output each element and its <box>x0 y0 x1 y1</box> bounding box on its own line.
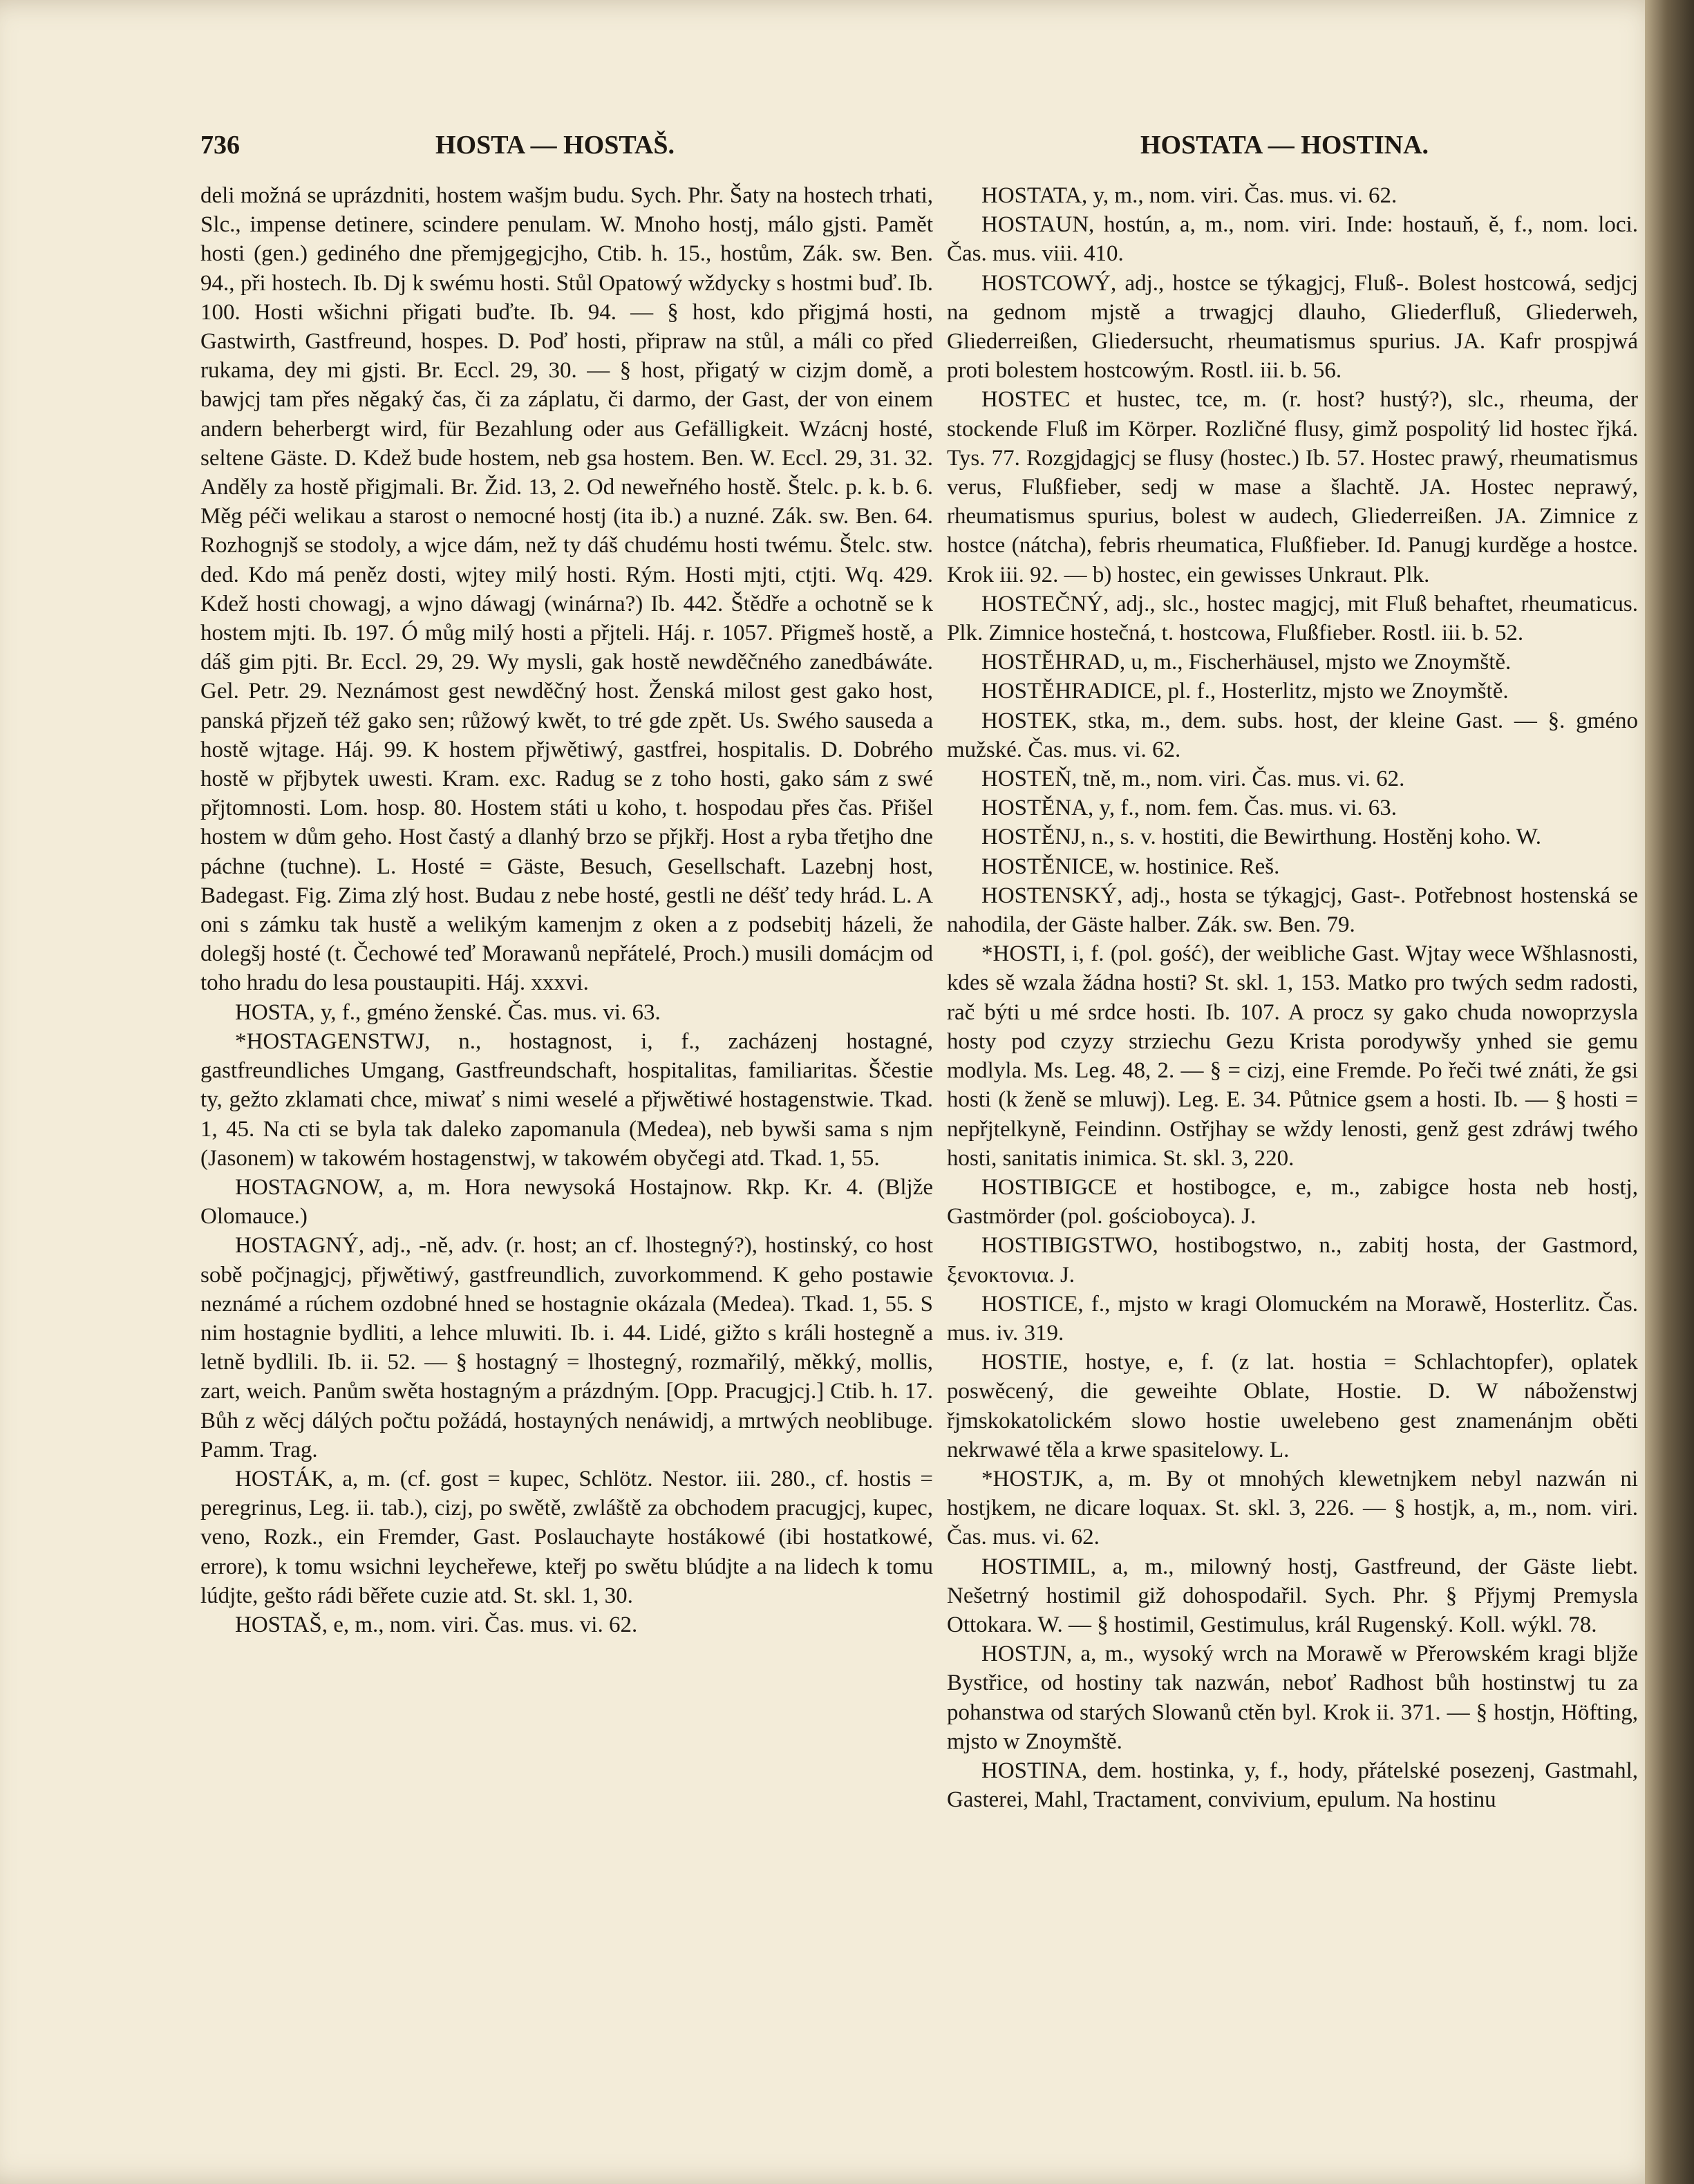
page-number: 736 <box>200 131 240 160</box>
entry-hostek: HOSTEK, stka, m., dem. subs. host, der kleine Gast. — §. gméno mužské. Čas. mus. vi. 62. <box>947 708 1638 762</box>
entry-hostenj: HOSTĚNJ, n., s. v. hostiti, die Bewirthung. Hostěnj koho. W. <box>981 825 1542 850</box>
entry-hostibigce: HOSTIBIGCE et hostibogce, e, m., zabigce hosta neb hostj, Gastmörder (pol. gościoboyca). J. <box>947 1174 1638 1230</box>
entry-hostensky: HOSTENSKÝ, adj., hosta se týkagjcj, Gast-. Potřebnost hostenská se nahodila, der Gäste halber. Zák. sw. Ben. 79. <box>947 883 1638 938</box>
entry-hostecny: HOSTEČNÝ, adj., slc., hostec magjcj, mit Fluß behaftet, rheumaticus. Plk. Zimnice hostečná, t. hostcowa, Flußfieber. Rostl. iii. b. 52. <box>947 591 1638 646</box>
entry-hostagny: HOSTAGNÝ, adj., -ně, adv. (r. host; an cf. lhostegný?), hostinský, co host sobě počjnagjcj, přjwětiwý, gastfreundlich, zuvorkommend. K geho postawie neznámé a rúchem ozdobné hned se hostagnie okázala (Medea). Tkad. 1, 55. S nim hostagnie bydliti, a lehce mluwiti. Ib. i. 44. Lidé, gižto s králi hostegně a letně bydlili. Ib. ii. 52. — § hostagný = lhostegný, rozmařilý, měkký, mollis, zart, weich. Panům swěta hostagným a prázdným. [Opp. Pracugjcj.] Ctib. h. 17. Bůh z wěcj dálých počtu požádá, hostayných nenáwidj, a mrtwých neoblibuge. Pamm. Trag. <box>200 1233 933 1462</box>
left-running-title: HOSTA — HOSTAŠ. <box>435 131 675 160</box>
page-header <box>200 130 1486 171</box>
entry-hostjk: *HOSTJK, a, m. By ot mnohých klewetnjkem nebyl nazwán ni hostjkem, ne dicare loquax. St. skl. 3, 226. — § hostjk, a, m., nom. viri. Čas. mus. vi. 62. <box>947 1466 1638 1550</box>
entry-hostec: HOSTEC et hustec, tce, m. (r. host? hustý?), slc., rheuma, der stockende Fluß im Körper. Rozličné flusy, gimž pospolitý lid hostec řjká. Tys. 77. Rozgjdagjcj se flusy (hostec.) Ib. 57. Hostec prawý, rheumatismus verus, Flußfieber, sedj w mase a šlachtě. JA. Hostec neprawý, rheumatismus spurius, bolest w audech, Gliederreißen. JA. Zimnice z hostce (nátcha), febris rheumatica, Flußfieber. Id. Panugj kurděge a hostce. Krok iii. 92. — b) hostec, ein gewisses Unkraut. Plk. <box>947 387 1638 587</box>
entry-hostas: HOSTAŠ, e, m., nom. viri. Čas. mus. vi. 62. <box>235 1612 638 1637</box>
entry-hostaun: HOSTAUN, hostún, a, m., nom. viri. Inde: hostauň, ě, f., nom. loci. Čas. mus. viii. 410. <box>947 212 1638 267</box>
right-column <box>947 181 1638 1950</box>
entry-hostata: HOSTATA, y, m., nom. viri. Čas. mus. vi. 62. <box>981 183 1397 208</box>
entry-hosten: HOSTEŇ, tně, m., nom. viri. Čas. mus. vi. 62. <box>981 766 1405 792</box>
right-running-title: HOSTATA — HOSTINA. <box>1140 131 1429 160</box>
entry-hostehrad: HOSTĚHRAD, u, m., Fischerhäusel, mjsto we Znoymště. <box>981 650 1512 675</box>
entry-hostice: HOSTICE, f., mjsto w kragi Olomuckém na Morawě, Hosterlitz. Čas. mus. iv. 319. <box>947 1291 1638 1346</box>
entry-hostcowy: HOSTCOWÝ, adj., hostce se týkagjcj, Fluß-. Bolest hostcowá, sedjcj na gednom mjstě a trwagjcj dlauho, Gliederfluß, Gliederweh, Gliederreißen, Gliedersucht, rheumatismus spurius. JA. Kafr prospjwá proti bolestem hostcowým. Rostl. iii. b. 56. <box>947 270 1638 384</box>
left-column <box>200 181 933 1950</box>
entry-host-continuation: deli možná se uprázdniti, hostem wašjm budu. Sych. Phr. Šaty na hostech trhati, Slc., impense detinere, scindere penulam. W. Mnoho hostj, málo gjsti. Pamět hosti (gen.) gediného dne přemjgegjcjho, Ctib. h. 15., hostům, Zák. sw. Ben. 94., při hostech. Ib. Dj k swému hosti. Stůl Opatowý wždycky s hostmi buď. Ib. 100. Hosti wšichni přigati buďte. Ib. 94. — § host, kdo přigjmá hosti, Gastwirth, Gastfreund, hospes. D. Poď hosti, připraw na stůl, a máli co před rukama, dey mi gjsti. Br. Eccl. 29, 30. — § host, přigatý w cizjm domě, a bawjcj tam přes něgaký čas, či za záplatu, či darmo, der Gast, der von einem andern beherbergt wird, für Bezahlung oder aus Gefälligkeit. Wzácnj hosté, seltene Gäste. D. Kdež bude hostem, neb gsa hostem. Ben. W. Eccl. 29, 31. 32. Anděly za hostě přigjmali. Br. Žid. 13, 2. Od neweřného hostě. Štelc. p. k. b. 6. Měg péči welikau a starost o nemocné hostj (ita ib.) a nuzné. Zák. sw. Ben. 64. Rozhognjš se stodoly, a wjce dám, než ty dáš chudému hosti twému. Štelc. stw. ded. Kdo má peněz dosti, wjtey milý hosti. Rým. Hosti mjti, ctjti. Wq. 429. Kdež hosti chowagj, a wjno dáwagj (winárna?) Ib. 442. Štědře a ochotně se k hostem mjti. Ib. 197. Ó můg milý hosti a přjteli. Háj. r. 1057. Přigmeš hostě, a dáš gim pjti. Br. Eccl. 29, 29. Wy mysli, gak hostě newděčného zanedbáwáte. Gel. Petr. 29. Neznámost gest newděčný host. Ženská milost gest gako host, panská přjzeň též gako sen; růžowý kwět, to tré gde zpět. Us. Swého sauseda a hostě wjtage. Háj. 99. K hostem přjwětiwý, gastfrei, hospitalis. D. Dobrého hostě w přjbytek uwesti. Kram. exc. Radug se z toho hosti, gako sám z swé přjtomnosti. Lom. hosp. 80. Hostem státi u koho, t. hospodau přes čas. Přišel hostem w dům geho. Host častý a dlanhý brzo se přjkřj. Host a ryba třetjho dne páchne (tuchne). L. Hosté = Gäste, Besuch, Gesellschaft. Lazebnj host, Badegast. Fig. Zima zlý host. Budau z nebe hosté, gestli ne déšť tedy hrád. L. A oni s zámku tak hustě a welikým kamenjm z oken a z podsebitj házeli, že dolegšj hosté (t. Čechowé teď Morawanů nepřátelé, Proch.) musili domácjm od toho hradu do lesa poustaupiti. Háj. xxxvi. <box>200 183 933 996</box>
entry-hostina: HOSTINA, dem. hostinka, y, f., hody, přátelské posezenj, Gastmahl, Gasterei, Mahl, Tractament, convivium, epulum. Na hostinu <box>947 1758 1638 1813</box>
entry-hosta: HOSTA, y, f., gméno ženské. Čas. mus. vi. 63. <box>235 999 661 1025</box>
entry-hosti: *HOSTI, i, f. (pol. gość), der weibliche Gast. Wjtay wece Wšhlasnosti, kdes sě wzala žádna hosti? St. skl. 1, 153. Matko pro twých sedm radosti, rač býti u mé srdce hosti. Ib. 107. A procz sy gako chuda nowoprzysla hosty pod czyzy strziechu Gezu Krista porodywšy ynhed sie gemu modlyla. Ms. Leg. 48, 2. — § = cizj, eine Fremde. Po řeči twé znáti, že gsi hosti (k ženě se mluwj). Leg. E. 34. Půtnice gsem a hosti. Ib. — § hosti = nepřjtelkyně, Feindinn. Ostřjhay se wždy lenosti, genž gest zdráwj twého hosti, sanitatis inimica. St. skl. 3, 220. <box>947 941 1638 1171</box>
entry-hostie: HOSTIE, hostye, e, f. (z lat. hostia = Schlachtopfer), oplatek poswěcený, die geweihte Oblate, Hostie. D. W náboženstwj řjmskokatolickém slowo hostie uwelebeno gest znamenánjm oběti nekrwawé těla a krwe spasitelowy. L. <box>947 1350 1638 1462</box>
entry-hostenice: HOSTĚNICE, w. hostinice. Reš. <box>981 854 1280 879</box>
entry-hostagenstwj: *HOSTAGENSTWJ, n., hostagnost, i, f., zacházenj hostagné, gastfreundliches Umgang, Gastfreundschaft, hospitalitas, familiaritas. Ščestie ty, gežto zklamati chce, miwať s nimi weselé a přjwětiwé hostagenstwie. Tkad. 1, 45. Na cti se byla tak daleko zapomanula (Medea), neb bywši sama s njm (Jasonem) w takowém hostagenstwj, w takowém obyčegi atd. Tkad. 1, 55. <box>200 1028 933 1171</box>
entry-hostimil: HOSTIMIL, a, m., milowný hostj, Gastfreund, der Gäste liebt. Nešetrný hostimil giž dohospodařil. Sych. Phr. § Přjymj Premysla Ottokara. W. — § hostimil, Gestimulus, král Rugenský. Koll. wýkl. 78. <box>947 1554 1638 1637</box>
entry-hostehradice: HOSTĚHRADICE, pl. f., Hosterlitz, mjsto we Znoymště. <box>981 679 1509 704</box>
entry-hostak: HOSTÁK, a, m. (cf. gost = kupec, Schlötz. Nestor. iii. 280., cf. hostis = peregrinus, Leg. ii. tab.), cizj, po swětě, zwláště za obchodem pracugjcj, kupec, veno, Rozk., ein Fremder, Gast. Poslauchayte hostákowé (ibi hostatkowé, errore), k tomu wsichni leycheřewe, kteřj po swětu blúdjte a na lidech k tomu lúdjte, gešto rádi běřete cuzie atd. St. skl. 1, 30. <box>200 1466 933 1608</box>
entry-hostibigstwo: HOSTIBIGSTWO, hostibogstwo, n., zabitj hosta, der Gastmord, ξενοκτονια. J. <box>947 1233 1638 1288</box>
entry-hostjn: HOSTJN, a, m., wysoký wrch na Morawě w Přerowském kragi blјže Bystřice, od hostiny tak nazwán, neboť Radhost bůh hostinstwj tu za pohanstwa od starých Slowanů ctěn byl. Krok ii. 371. — § hostjn, Höfting, mjsto w Znoymště. <box>947 1641 1638 1754</box>
book-binding-edge <box>1645 0 1694 2184</box>
entry-hostena: HOSTĚNA, y, f., nom. fem. Čas. mus. vi. 63. <box>981 796 1397 821</box>
entry-hostagnow: HOSTAGNOW, a, m. Hora newysoká Hostajnow. Rkp. Kr. 4. (Blјže Olomauce.) <box>200 1174 933 1230</box>
